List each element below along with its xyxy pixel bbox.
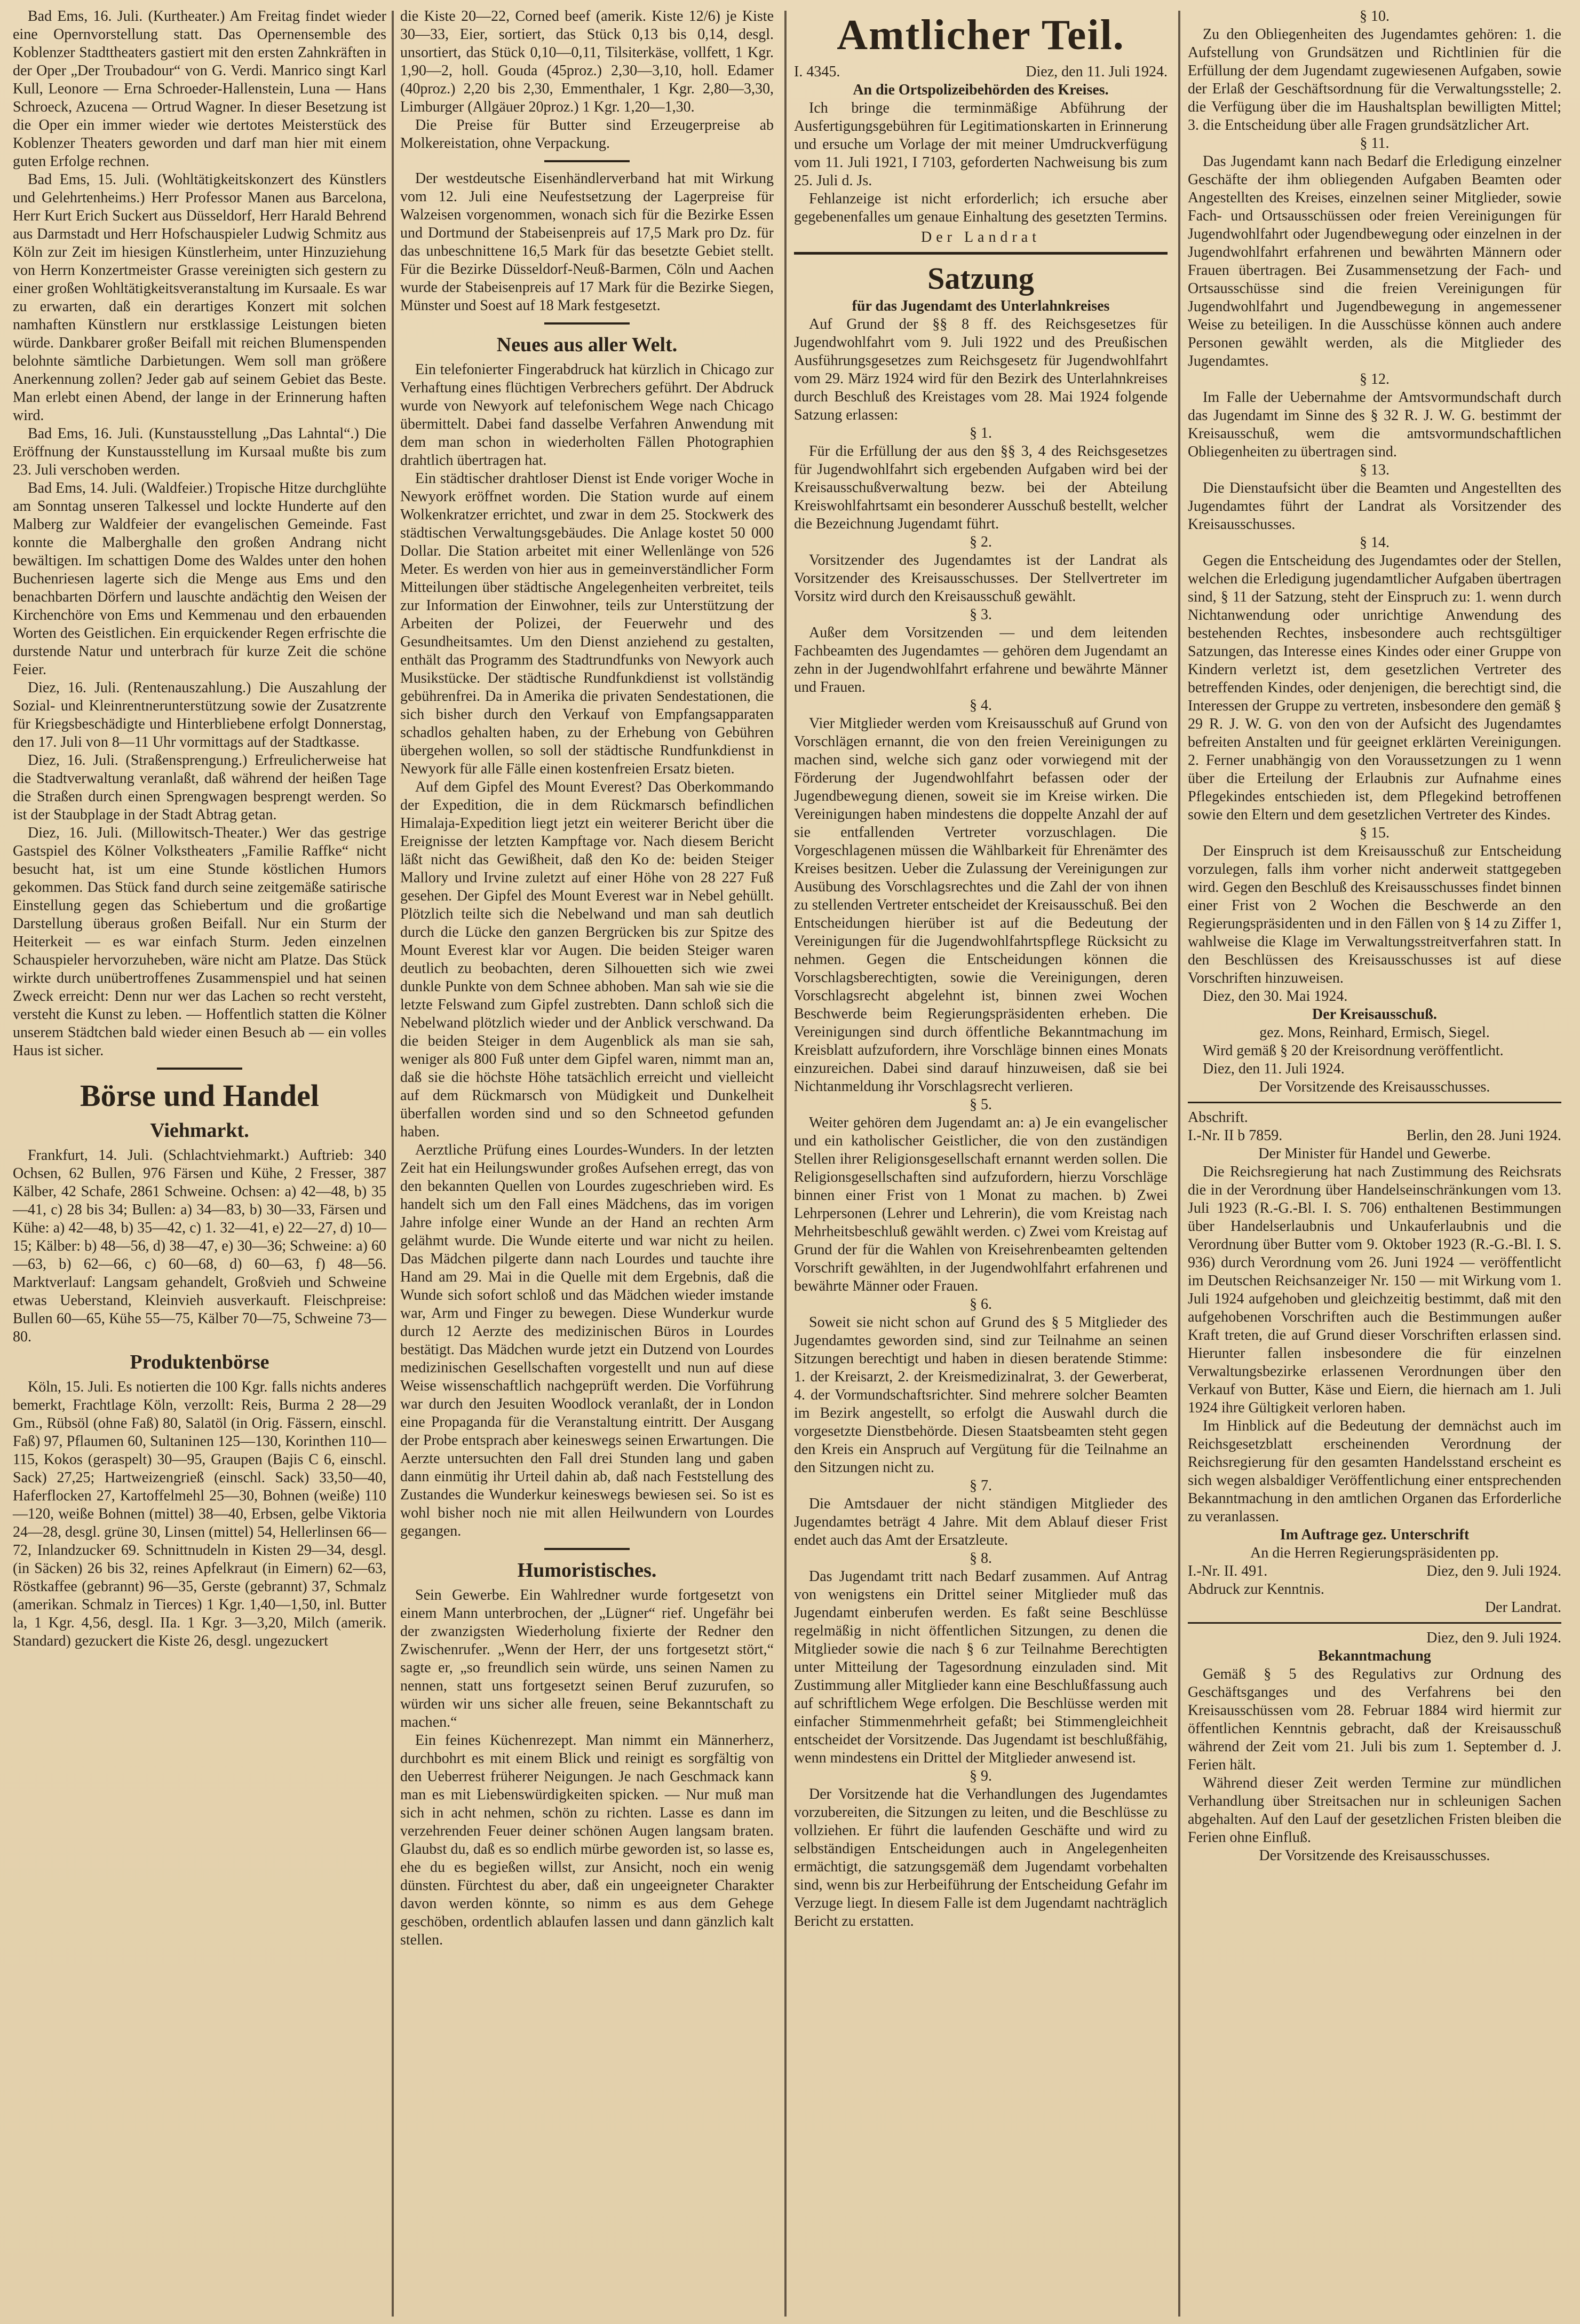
copy-recipient: An die Herren Regierungspräsidenten pp. (1250, 1545, 1499, 1561)
bekanntmachung-date: Diez, den 9. Juli 1924. (1426, 1630, 1561, 1646)
satzung-sections (794, 424, 1168, 1931)
section-number: § 8. (970, 1550, 992, 1567)
divider (1188, 1102, 1561, 1103)
column-world-news (400, 7, 774, 1949)
subheading-produktenboerse: Produktenbörse (130, 1351, 269, 1373)
print-header (1188, 1562, 1561, 1580)
article-paragraph: Bad Ems, 14. Juli. (Waldfeier.) Tropische Hitze durchglühte am Sonntag unseren Talkessel und lockte Hunderte auf den Malberg zur Waldfeier der evangelischen Gemeinde. Fast konnte die Malberghalle den großen Andrang nicht bewältigen. Im schattigen Dome des Waldes unter den hohen Buchenriesen lagerte sich die Menge aus Ems und den benachbarten Dörfern und lauschte andächtig den Weisen der Kirchenchöre von Ems und Kemmenau und den erbauenden Worten des Geistlichen. Ein erquickender Regen erfrischte die durstende Natur und unterbrach für kurze Zeit die schöne Feier. (13, 480, 386, 678)
copy-sender: Der Minister für Handel und Gewerbe. (1258, 1145, 1491, 1162)
market-report: die Kiste 20—22, Corned beef (amerik. Kiste 12/6) je Kiste 30—33, Eier, sortiert, das Stück 0,13 bis 0,14, desgl. unsortiert, das Stück 0,10—0,11, Tilsiterkäse, vollfett, 1 Kgr. 1,90—2, holl. Gouda (45proz.) 2,30—3,10, holl. Edamer (40proz.) 2,20 bis 2,30, Emmenthaler, 1 Kgr. 2,80—3,30, Limburger (Allgäuer 20proz.) 1 Kgr. 1,20—1,30. (400, 8, 774, 115)
column-rule (1178, 11, 1180, 2317)
section-number: § 13. (1360, 462, 1390, 478)
section-number: § 4. (970, 697, 992, 714)
copy-paragraph: Die Reichsregierung hat nach Zustimmung des Reichsrats die in der Verordnung über Handelseinschränkungen vom 13. Juli 1923 (R.-G.-Bl. I. S. 706) enthaltenen Bestimmungen über Handelserlaubnis und Unkauferlaubnis und die Verordnung über Butter vom 9. Oktober 1923 (R.-G.-Bl. I. S. 936) durch Verordnung vom 26. Juni 1924 — veröffentlicht im Deutschen Reichsanzeiger Nr. 150 — mit Wirkung vom 1. Juli 1924 aufgehoben und gleichzeitig bestimmt, daß mit den aufgehobenen Vorschriften auch die Bestimmungen außer Kraft treten, die auf Grund dieser Vorschriften erlassen sind. Hierunter fallen insbesondere die für einzelnen Verwaltungsbezirke erlassenen Verordnungen über den Verkauf von Butter, Käse und Eiern, die hiernach am 1. Juli 1924 ihre Gültigkeit verloren haben. (1188, 1164, 1561, 1416)
section-text: Soweit sie nicht schon auf Grund des § 5 Mitglieder des Jugendamtes geworden sind, sind zur Teilnahme an seinen Sitzungen berechtigt und haben in diesen beratende Stimme: 1. der Kreisarzt, 2. der Kreismedizinalrat, 3. der Gewerberat, 4. der Vormundschaftsrichter. Sind mehrere solcher Beamten im Bezirk angestellt, so erfolgt die Auswahl durch die vorgesetzte Dienstbehörde. Diesen Staatsbeamten steht gegen den Kreis ein Anspruch auf Vergütung für die Teilnahme an den Sitzungen nicht zu. (794, 1314, 1168, 1476)
article-paragraph: Bad Ems, 15. Juli. (Wohltätigkeitskonzert des Künstlers und Gelehrtenheims.) Herr Professor Manen aus Barcelona, Herr Kurt Erich Suckert aus Düsseldorf, Herr Harald Behrend aus Darmstadt und Herr Hofschauspieler Ludwig Schmitz aus Köln zur Zeit im hiesigen Künstlerheim, unter Hinzuziehung von Herrn Konzertmeister Grasse vereinigten sich gestern zu einer großen Wohltätigkeitsveranstaltung im Kursaale. Es war zu erwarten, daß ein derartiges Konzert mit solchen namhaften Künstlern nur erstklassige Leistungen bieten würde. Dankbarer großer Beifall mit reichen Blumenspenden belohnte sämtliche Darbietungen. Wem soll man größere Anerkennung zollen? Jeder gab auf seinem Gebiet das Beste. Man erlebt einen Abend, der lange in der Erinnerung haften wird. (13, 171, 386, 424)
divider (1188, 1622, 1561, 1624)
bekanntmachung-paragraph: Gemäß § 5 des Regulativs zur Ordnung des Geschäftsganges und des Verfahrens bei den Kreisausschüssen vom 28. Februar 1884 wird hiermit zur öffentlichen Kenntnis gebracht, daß der Kreisausschuß während der Zeit vom 21. Juli bis zum 1. September d. J. Ferien hält. (1188, 1666, 1561, 1773)
bekanntmachung-title: Bekanntmachung (1318, 1648, 1431, 1664)
article-paragraph: Der westdeutsche Eisenhändlerverband hat mit Wirkung vom 12. Juli eine Neufestsetzung der Lagerpreise für Walzeisen vorgenommen, wonach sich für die Bezirke Essen und Dortmund der Stabeisenpreis auf 17,5 Mark pro Dz. für das unbeschnittene 16,5 Mark für das besetzte Gebiet stellt. Für die Bezirke Düsseldorf-Neuß-Barmen, Cöln und Aachen wurde der Stabeisenpreis auf 17 Mark für die Bezirke Siegen, Münster und Soest auf 18 Mark festgesetzt. (400, 170, 774, 314)
notice-signature: Der Landrat (920, 229, 1041, 246)
section-text: Für die Erfüllung der aus den §§ 3, 4 des Reichsgesetzes für Jugendwohlfahrt sich ergebenden Aufgaben wird bei der Kreisausschußverwaltung bezw. bei der Abteilung Kreiswohlfahrtsamt ein besonderer Ausschuß bestellt, welcher die Bezeichnung Jugendamt führt. (794, 443, 1168, 532)
section-number: § 12. (1360, 371, 1390, 388)
section-text: Gegen die Entscheidung des Jugendamtes oder der Stellen, welchen die Erledigung jugendamtlicher Aufgaben übertragen sind, § 11 der Satzung, steht der Einspruch zu: 1. wenn durch Nichtanwendung oder unrichtige Anwendung des bestehenden Rechtes, insbesondere auch rechtsgültiger Satzungen, das Interesse eines Kindes oder einer Gruppe von Kindern verletzt ist, dem gesetzlichen Vertreter des betreffenden Kindes, oder denjenigen, die berechtigt sind, die Interessen der Gruppe zu vertreten, insbesondere den gemäß § 29 R. J. W. G. von den von der Aufsicht des Jugendamtes befreiten Anstalten und für geeignet erklärten Vereinigungen. 2. Ferner unabhängig von den Voraussetzungen zu 1 wenn über die Erteilung der Erlaubnis zur Aufnahme eines Pflegekindes entschieden ist, dem Pflegekind betroffenen sowie den Eltern und dem gesetzlichen Vertreter des Kindes. (1188, 552, 1561, 823)
section-text: Die Dienstaufsicht über die Beamten und Angestellten des Jugendamtes führt der Landrat als Vorsitzender des Kreisausschusses. (1188, 480, 1561, 533)
notice-recipient: An die Ortspolizeibehörden des Kreises. (853, 82, 1109, 98)
section-number: § 14. (1360, 534, 1390, 551)
section-text: Die Amtsdauer der nicht ständigen Mitglieder des Jugendamtes beträgt 4 Jahre. Mit dem Ablauf dieser Frist endet auch das Amt der Ersatzleute. (794, 1496, 1168, 1548)
satzung-sections (1188, 7, 1561, 987)
satzung-subtitle: für das Jugendamt des Unterlahnkreises (852, 298, 1110, 314)
section-text: Vorsitzender des Jugendamtes ist der Landrat als Vorsitzender des Kreisausschusses. Der Stellvertreter im Vorsitz wird durch den Kreisausschuß gewählt. (794, 552, 1168, 605)
article-paragraph: Aerztliche Prüfung eines Lourdes-Wunders. In der letzten Zeit hat ein Heilungswunder großes Aufsehen erregt, das von den bekannten Quellen von Lourdes zugeschrieben wird. Es handelt sich um den Fall eines Mädchens, das im vorigen Jahre infolge einer Wunde an der Hand an rechten Arm gelähmt wurde. Die Wunde eiterte und war nicht zu heilen. Das Mädchen pilgerte dann nach Lourdes und tauchte ihre Hand am 29. Mai in die Quelle mit dem Ergebnis, daß die Wunde sich sofort schloß und das Mädchen wieder imstande war, Arm und Finger zu bewegen. Diese Wunderkur wurde durch 12 Aerzte des medizinischen Büros in Lourdes bestätigt. Das Mädchen wurde jetzt ein Dutzend von Lourdes medizinischen Gesellschaften vorgestellt und nun auf diese Weise wissenschaftlich nachgeprüft werden. Die Vorführung war durch den Jesuiten Woodlock veranlaßt, der in London eine Propaganda für die Veranstaltung eintritt. Der Ausgang der Probe entsprach aber keineswegs seinen Erwartungen. Die Aerzte untersuchten den Fall drei Stunden lang und gaben dann einmütig ihr Urteil dahin ab, daß nach Feststellung des Zustandes die Wunderkur keineswegs bewiesen sei. So ist es wohl bisher noch nie mit allen Heilwundern von Lourdes gegangen. (400, 1142, 774, 1539)
article-paragraph: Bad Ems, 16. Juli. (Kurtheater.) Am Freitag findet wieder eine Opernvorstellung statt. Das Opernensemble des Koblenzer Stadttheaters gastiert mit den ersten Zahnkräften in der Oper „Der Troubadour“ von G. Verdi. Manrico singt Karl Kull, Leonore — Erna Schroeder-Hallenstein, Luna — Hans Schroeck, Azucena — Ortrud Wagner. In dieser Besetzung ist die Oper ein immer wieder wie dertotes Meisterstück des Koblenzer Theaters geworden und darf man hier mit einem guten Erfolge rechnen. (13, 8, 386, 170)
article-paragraph: Ein feines Küchenrezept. Man nimmt ein Männerherz, durchbohrt es mit einem Blick und reinigt es sorgfältig von den Ueberrest früherer Neigungen. Je nach Geschmack kann man es mit Liebenswürdigkeiten spicken. — Nur muß man sich in acht nehmen, schön zu richten. Lasse es dann im verzehrenden Feuer deiner schönen Augen langsam braten. Glaubst du, daß es so endlich mürbe geworden ist, so lasse es, ehe du es begießen willst, zur Ansicht, noch ein wenig dünsten. Fürchtest du aber, daß ein ungeeigneter Charakter davon werden könnte, so nimm es aus dem Gehege geschöben, ordentlich ablaufen lassen und dann gänzlich kalt stellen. (400, 1732, 774, 1948)
section-number: § 6. (970, 1296, 992, 1313)
section-text: Das Jugendamt kann nach Bedarf die Erledigung einzelner Geschäfte der ihm obliegenden Aufgaben Beamten oder Angestellten des Kreises, einzelnen seiner Mitglieder, sowie Fach- und Ortsausschüssen oder freien Vereinigungen für Jugendwohlfahrt oder Jugendbewegung oder einzelnen in der Jugendwohlfahrt erfahrenen und bewährten Männern oder Frauen übertragen. Bei Zusammensetzung der Fach- und Ortsausschüsse sind die freien Vereinigungen für Jugendwohlfahrt und Jugendbewegung in angemessener Weise zu beteiligen. In die Ausschüsse können auch andere Personen gewählt werden, als die Mitglieder des Jugendamtes. (1188, 153, 1561, 369)
article-paragraph: Diez, 16. Juli. (Rentenauszahlung.) Die Auszahlung der Sozial- und Kleinrentnerunterstützung sowie der Zusatzrente für Kriegsbeschädigte und Hinterbliebene erfolgt Donnerstag, den 17. Juli von 8—11 Uhr vormittags auf der Stadtkasse. (13, 679, 386, 750)
print-number: I.-Nr. II. 491. (1188, 1563, 1268, 1579)
market-report: Frankfurt, 14. Juli. (Schlachtviehmarkt.) Auftrieb: 340 Ochsen, 62 Bullen, 976 Färsen und Kühe, 2 Fresser, 387 Kälber, 42 Schafe, 2861 Schweine. Ochsen: a) 42—48, b) 35—41, c) 28 bis 34; Bullen: a) 34—83, b) 30—33, Färsen und Kühe: a) 42—48, b) 35—42, c) 1. 32—41, e) 22—27, d) 10—15; Kälber: b) 48—56, d) 38—47, e) 30—36; Schweine: a) 60—63, b) 62—66, c) 60—68, d) 60—63, f) 48—56. Marktverlauf: Langsam gehandelt, Großvieh und Schweine etwas Ueberstand, Kleinvieh ausverkauft. Fleischpreise: Bullen 60—65, Kühe 55—75, Kälber 70—75, Schweine 73—80. (13, 1147, 386, 1345)
satzung-title: Satzung (927, 261, 1034, 296)
section-number: § 15. (1360, 825, 1390, 841)
section-number: § 5. (970, 1096, 992, 1113)
section-title-welt: Neues aus aller Welt. (496, 334, 678, 356)
satzung-signature-title: Der Kreisausschuß. (1312, 1006, 1437, 1023)
article-paragraph: Ein telefonierter Fingerabdruck hat kürzlich in Chicago zur Verhaftung eines flüchtigen Verbrechers geführt. Der Abdruck wurde von Newyork auf telefonischem Wege nach Chicago übermittelt. Dabei fand dasselbe Verfahren Anwendung mit dem man schon in wiederholten Fällen Photographien drahtlich übertragen hat. (400, 361, 774, 469)
print-signature: Der Landrat. (1484, 1599, 1561, 1616)
section-number: § 9. (970, 1768, 992, 1784)
divider (544, 160, 630, 162)
publish-signature: Der Vorsitzende des Kreisausschusses. (1259, 1079, 1490, 1095)
column-rule (392, 11, 394, 2317)
column-official-continued (1188, 7, 1561, 1865)
publish-date: Diez, den 11. Juli 1924. (1203, 1061, 1345, 1077)
section-text: Der Einspruch ist dem Kreisausschuß zur Entscheidung vorzulegen, falls ihm vorher nicht anderweit stattgegeben wird. Gegen den Beschluß des Kreisausschusses findet binnen einer Frist von 2 Wochen die Beschwerde an den Regierungspräsidenten und in den Fällen von § 14 zu Ziffer 1, wahlweise die Klage im Verwaltungsstreitverfahren statt. In den Beschlüssen des Kreisausschusses ist auf diese Vorschriften hinzuweisen. (1188, 843, 1561, 986)
divider (794, 252, 1168, 255)
notice-number: I. 4345. (794, 64, 840, 80)
article-paragraph: Sein Gewerbe. Ein Wahlredner wurde fortgesetzt von einem Mann unterbrochen, der „Lügner“ rief. Ungefähr bei der zwanzigsten Wiederholung fixierte der Redner den Zwischenrufer. „Wenn der Herr, der uns fortgesetzt stört,“ sagte er, „so freundlich sein würde, uns seinen Namen zu nennen, statt uns fortgesetzt seinen Beruf zuzurufen, so würden wir uns sicher alle freuen, seine Bekanntschaft zu machen.“ (400, 1587, 774, 1730)
section-text: Im Falle der Uebernahme der Amtsvormundschaft durch das Jugendamt im Sinne des § 32 R. J. W. G. bestimmt der Kreisausschuß, wem die amtsvormundschaftlichen Obliegenheiten zu übertragen sind. (1188, 389, 1561, 460)
section-number: § 2. (970, 534, 992, 550)
section-number: § 11. (1360, 135, 1390, 152)
divider (544, 322, 630, 325)
section-number: § 1. (970, 425, 992, 441)
copy-paragraph: Im Hinblick auf die Bedeutung der demnächst auch im Reichsgesetzblatt erscheinenden Verordnung der Reichsregierung für den gesamten Handelsstand erscheint es sich wegen alsbaldiger Veröffentlichung einer entsprechenden Bekanntmachung in den amtlichen Organen das Erforderliche zu veranlassen. (1188, 1418, 1561, 1525)
article-paragraph: Die Preise für Butter sind Erzeugerpreise ab Molkereistation, ohne Verpackung. (400, 117, 774, 152)
article-paragraph: Diez, 16. Juli. (Millowitsch-Theater.) Wer das gestrige Gastspiel des Kölner Volkstheaters „Familie Raffke“ nicht besucht hat, ist um eine Stunde köstlichen Humors gekommen. Das Stück fand durch seine zeitgemäße satirische Einstellung gegen das Schiebertum und die großartige Darstellung überaus großen Beifall. Nur ein Sturm der Heiterkeit — es war einfach Sturm. Jeden einzelnen Schauspieler hervorzuheben, wäre nicht am Platze. Das Stück wirkte durch unübertroffenes Zusammenspiel und hat seinen Zweck erreicht: Denn nur wer das Lachen so recht versteht, versteht die Kunst zu leben. — Hoffentlich statten die Kölner unserem Städtchen bald wieder einen Besuch ab — ein volles Haus ist sicher. (13, 825, 386, 1059)
notice-paragraph: Ich bringe die terminmäßige Abführung der Ausfertigungsgebühren für Legitimationskarten in Erinnerung und ersuche um Vorlage der mit meiner Umdruckverfügung vom 11. Juli 1921, I 7103, geforderten Nachweisung bis zum 25. Juli d. Js. (794, 100, 1168, 189)
satzung-date: Diez, den 30. Mai 1924. (1203, 988, 1348, 1005)
print-date: Diez, den 9. Juli 1924. (1426, 1563, 1561, 1579)
section-text: Zu den Obliegenheiten des Jugendamtes gehören: 1. die Aufstellung von Grundsätzen und Richtlinien für die Erfüllung der dem Jugendamt zugewiesenen Aufgaben, sowie der Erlaß der Geschäftsordnung für die Verwaltungsstelle; 2. die Verfügung über die im Haushaltsplan bewilligten Mittel; 3. die Entscheidung über alle Fragen grundsätzlicher Art. (1188, 26, 1561, 133)
satzung-signers: gez. Mons, Reinhard, Ermisch, Siegel. (1259, 1024, 1490, 1041)
print-note: Abdruck zur Kenntnis. (1188, 1581, 1324, 1598)
section-text: Weiter gehören dem Jugendamt an: a) Je ein evangelischer und ein katholischer Geistlicher, die von den zuständigen Stellen ihrer Religionsgesellschaft ernannt werden sollen. Die Religionsgesellschaften sind aufzufordern, hierzu Vorschläge binnen einer Frist von 1 Monat zu machen. b) Zwei Lehrpersonen (Lehrer und Lehrerin), die vom Kreistag nach Mehrheitsbeschluß gewählt werden. c) Zwei vom Kreistag auf Grund der für die Wahlen von Kreisehrenbeamten geltenden Vorschrift gewählten, in der Jugendwohlfahrt erfahrenen und bewährte Männer oder Frauen. (794, 1114, 1168, 1294)
copy-label: Abschrift. (1188, 1109, 1248, 1126)
notice-date: Diez, den 11. Juli 1924. (1026, 64, 1168, 80)
market-report: Köln, 15. Juli. Es notierten die 100 Kgr. falls nichts anderes bemerkt, Frachtlage Köln, verzollt: Reis, Burma 2 28—29 Gm., Rübsöl (ohne Faß) 80, Salatöl (in Orig. Fässern, einschl. Faß) 97, Pflaumen 60, Sultaninen 125—130, Korinthen 110—115, Kokos (geraspelt) 30—95, Graupen (Bajis C 6, einschl. Sack) 27,25; Hartweizengrieß (einschl. Sack) 33,50—40, Haferflocken 27, Kartoffelmehl 25—30, Bohnen (weiße) 110—120, weiße Bohnen (mittel) 38—40, Erbsen, gelbe Viktoria 24—28, desgl. grüne 30, Linsen (mittel) 54, Hellerlinsen 66—72, Inlandzucker 69. Schnittnudeln in Kisten 29—34, desgl. (in Säcken) 26 bis 32, reines Apfelkraut (in Eimern) 62—63, Röstkaffee (gebrannt) 96—35, Gerste (gebrannt) 37, Schmalz (amerikan. Schmalz in Tierces) 1 Kgr. 1,40—1,50, inl. Butter la, 1 Kgr. 4,56, desgl. IIa. 1 Kgr. 3—3,20, Milch (amerik. Standard) gezuckert die Kiste 26, desgl. ungezuckert (13, 1379, 386, 1649)
section-number: § 7. (970, 1477, 992, 1494)
section-text: Das Jugendamt tritt nach Bedarf zusammen. Auf Antrag von wenigstens ein Drittel seiner Mitglieder muß das Jugendamt einberufen werden. Es faßt seine Beschlüsse regelmäßig in nicht öffentlichen Sitzungen, zu denen die Mitglieder sowie die nach § 6 zur Teilnahme Berechtigten unter Mitteilung der Tagesordnung einzuladen sind. Mit Zustimmung aller Mitglieder kann eine Beschlußfassung auch auf schriftlichem Wege erfolgen. Die Beschlüsse werden mit einfacher Stimmenmehrheit gefaßt; bei Stimmengleichheit entscheidet der Vorsitzende. Das Jugendamt ist beschlußfähig, wenn mindestens ein Drittel der Mitglieder anwesend ist. (794, 1568, 1168, 1766)
publish-note: Wird gemäß § 20 der Kreisordnung veröffentlicht. (1203, 1042, 1504, 1059)
divider (544, 1548, 630, 1550)
copy-header (1188, 1127, 1561, 1145)
column-local-news (13, 7, 386, 1650)
notice-header (794, 63, 1168, 81)
section-text: Vier Mitglieder werden vom Kreisausschuß auf Grund von Vorschlägen ernannt, die von den freien Vereinigungen zu machen sind, welche sich ganz oder vorwiegend mit der Förderung der Jugendwohlfahrt befassen oder der Jugendbewegung dienen, soweit sie im Kreise wirken. Die Vereinigungen haben mindestens die doppelte Anzahl der auf sie entfallenden Vertreter vorzuschlagen. Die Vorgeschlagenen müssen die Wählbarkeit für Ehrenämter des Kreises besitzen. Ueber die Zulassung der Vereinigungen zur Ausübung des Vorschlagsrechtes und die Zahl der von ihnen zu stellenden Vertreter entscheidet der Kreisausschuß. Bei den Entscheidungen hierüber ist auf die Bedeutung der Vereinigungen für die Jugendwohlfahrtspflege Rücksicht zu nehmen. Gegen die Entscheidungen können die Vorschlagsberechtigten, sowie die Vereinigungen, deren Vorschlagsrecht abgelehnt ist, binnen zwei Wochen Beschwerde beim Regierungspräsidenten erheben. Die Vereinigungen sind durch öffentliche Bekanntmachung im Kreisblatt aufzufordern, ihre Vorschläge binnen eines Monats einzureichen. Dabei sind darauf hinzuweisen, daß sie bei Nichtanmeldung ihr Vorschlagsrecht verlieren. (794, 715, 1168, 1095)
copy-number: I.-Nr. II b 7859. (1188, 1127, 1283, 1144)
article-paragraph: Bad Ems, 16. Juli. (Kunstausstellung „Das Lahntal“.) Die Eröffnung der Kunstausstellung im Kursaal mußte bis zum 23. Juli verschoben werden. (13, 425, 386, 478)
satzung-intro: Auf Grund der §§ 8 ff. des Reichsgesetzes für Jugendwohlfahrt vom 9. Juli 1922 und des Preußischen Ausführungsgesetzes zum Reichsgesetz für Jugendwohlfahrt vom 29. März 1924 wird für den Bezirk des Unterlahnkreises durch Beschluß des Kreistages vom 28. Mai 1924 folgende Satzung erlassen: (794, 316, 1168, 423)
section-number: § 3. (970, 606, 992, 623)
article-paragraph: Auf dem Gipfel des Mount Everest? Das Oberkommando der Expedition, die in dem Rückmarsch befindlichen Himalaja-Expedition liegt jetzt ein weiterer Bericht über die Ereignisse der letzten Kampftage vor. Nach diesem Bericht läßt nicht das Gewißheit, daß den Ko de: beiden Steiger Mallory und Irvine zuletzt auf einer Höhe von 28 227 Fuß gesehen. Der Gipfel des Mount Everest war in Nebel gehüllt. Plötzlich teilte sich die Nebelwand und man sah deutlich durch die Lücke den ganzen Bergrücken bis zur Spitze des Mount Everest klar vor Augen. Die beiden Steiger waren deutlich zu beobachten, deren Silhouetten sich wie zwei dunkle Punkte von dem Schnee abhoben. Man sah wie sie die letzte Felswand zum Gipfel zustrebten. Dann schloß sich die Nebelwand plötzlich wieder und der Anblick verschwand. Da die beiden Steiger in dem Augenblick als man sie sah, weniger als 800 Fuß unter dem Gipfel waren, nimmt man an, daß sie die höchste Höhe tatsächlich erreicht und vielleicht auf dem Rückmarsch von Müdigkeit und Dunkelheit überfallen worden sind und so den Schneetod gefunden haben. (400, 779, 774, 1140)
column-official (794, 7, 1168, 1931)
article-paragraph: Diez, 16. Juli. (Straßensprengung.) Erfreulicherweise hat die Stadtverwaltung veranlaßt, daß während der heißen Tage die Straßen durch einen Sprengwagen besprengt werden. So ist der Staubplage in der Stadt Abtrag getan. (13, 752, 386, 823)
divider (157, 1068, 242, 1070)
copy-signature: Im Auftrage gez. Unterschrift (1280, 1527, 1470, 1543)
bekanntmachung-paragraph: Während dieser Zeit werden Termine zur mündlichen Verhandlung über Streitsachen nur in schleunigen Sachen abgehalten. Auf den Lauf der gesetzlichen Fristen bleiben die Ferien ohne Einfluß. (1188, 1775, 1561, 1846)
column-rule (784, 11, 787, 2317)
section-number: § 10. (1360, 8, 1390, 25)
article-paragraph: Ein städtischer drahtloser Dienst ist Ende voriger Woche in Newyork eröffnet worden. Die Station wurde auf einem Wolkenkratzer errichtet, und zwar in dem 25. Stockwerk des städtischen Verwaltungsgebäudes. Die Anlage kostet 50 000 Dollar. Die Station arbeitet mit einer Wellenlänge von 526 Meter. Es werden von hier aus in gemeinverständlicher Form Mitteilungen über städtische Angelegenheiten verbreitet, teils zur Information der Einwohner, teils zur Unterstützung der Arbeiten der Polizei, der Feuerwehr und des Gesundheitsamtes. Um den Dienst anziehend zu gestalten, enthält das Programm des Stadtrundfunks von Newyork auch Musikstücke. Der städtische Rundfunkdienst ist vollständig gebührenfrei. Da in Amerika die privaten Sendestationen, die sich bisher durch den Verkauf von Empfangsapparaten schadlos gehalten haben, zu der Erhebung von Gebühren übergehen wollen, so soll der städtische Rundfunkdienst in Newyork für alle Fälle einen kostenfreien Ersatz bieten. (400, 470, 774, 777)
section-text: Der Vorsitzende hat die Verhandlungen des Jugendamtes vorzubereiten, die Sitzungen zu leiten, und die Beschlüsse zu vollziehen. Er führt die laufenden Geschäfte und wird zu selbständigen Entscheidungen auch in Angelegenheiten ermächtigt, die satzungsgemäß dem Jugendamt vorbehalten sind, wenn bis zur Herbeiführung der Entscheidung Gefahr im Verzuge liegt. In diesem Falle ist dem Jugendamt nachträglich Bericht zu erstatten. (794, 1786, 1168, 1930)
bekanntmachung-signature: Der Vorsitzende des Kreisausschusses. (1259, 1847, 1490, 1864)
section-title-amtlicher-teil: Amtlicher Teil. (837, 12, 1125, 59)
section-title-boerse: Börse und Handel (80, 1078, 319, 1113)
notice-paragraph: Fehlanzeige ist nicht erforderlich; ich ersuche aber gegebenenfalles um genaue Einhaltung des gesetzten Termins. (794, 191, 1168, 225)
subheading-viehmarkt: Viehmarkt. (150, 1119, 249, 1142)
copy-date: Berlin, den 28. Juni 1924. (1406, 1127, 1561, 1144)
section-title-humor: Humoristisches. (517, 1559, 657, 1582)
section-text: Außer dem Vorsitzenden — und dem leitenden Fachbeamten des Jugendamtes — gehören dem Jugendamt an zehn in der Jugendwohlfahrt erfahrene und bewährte Männer und Frauen. (794, 625, 1168, 695)
